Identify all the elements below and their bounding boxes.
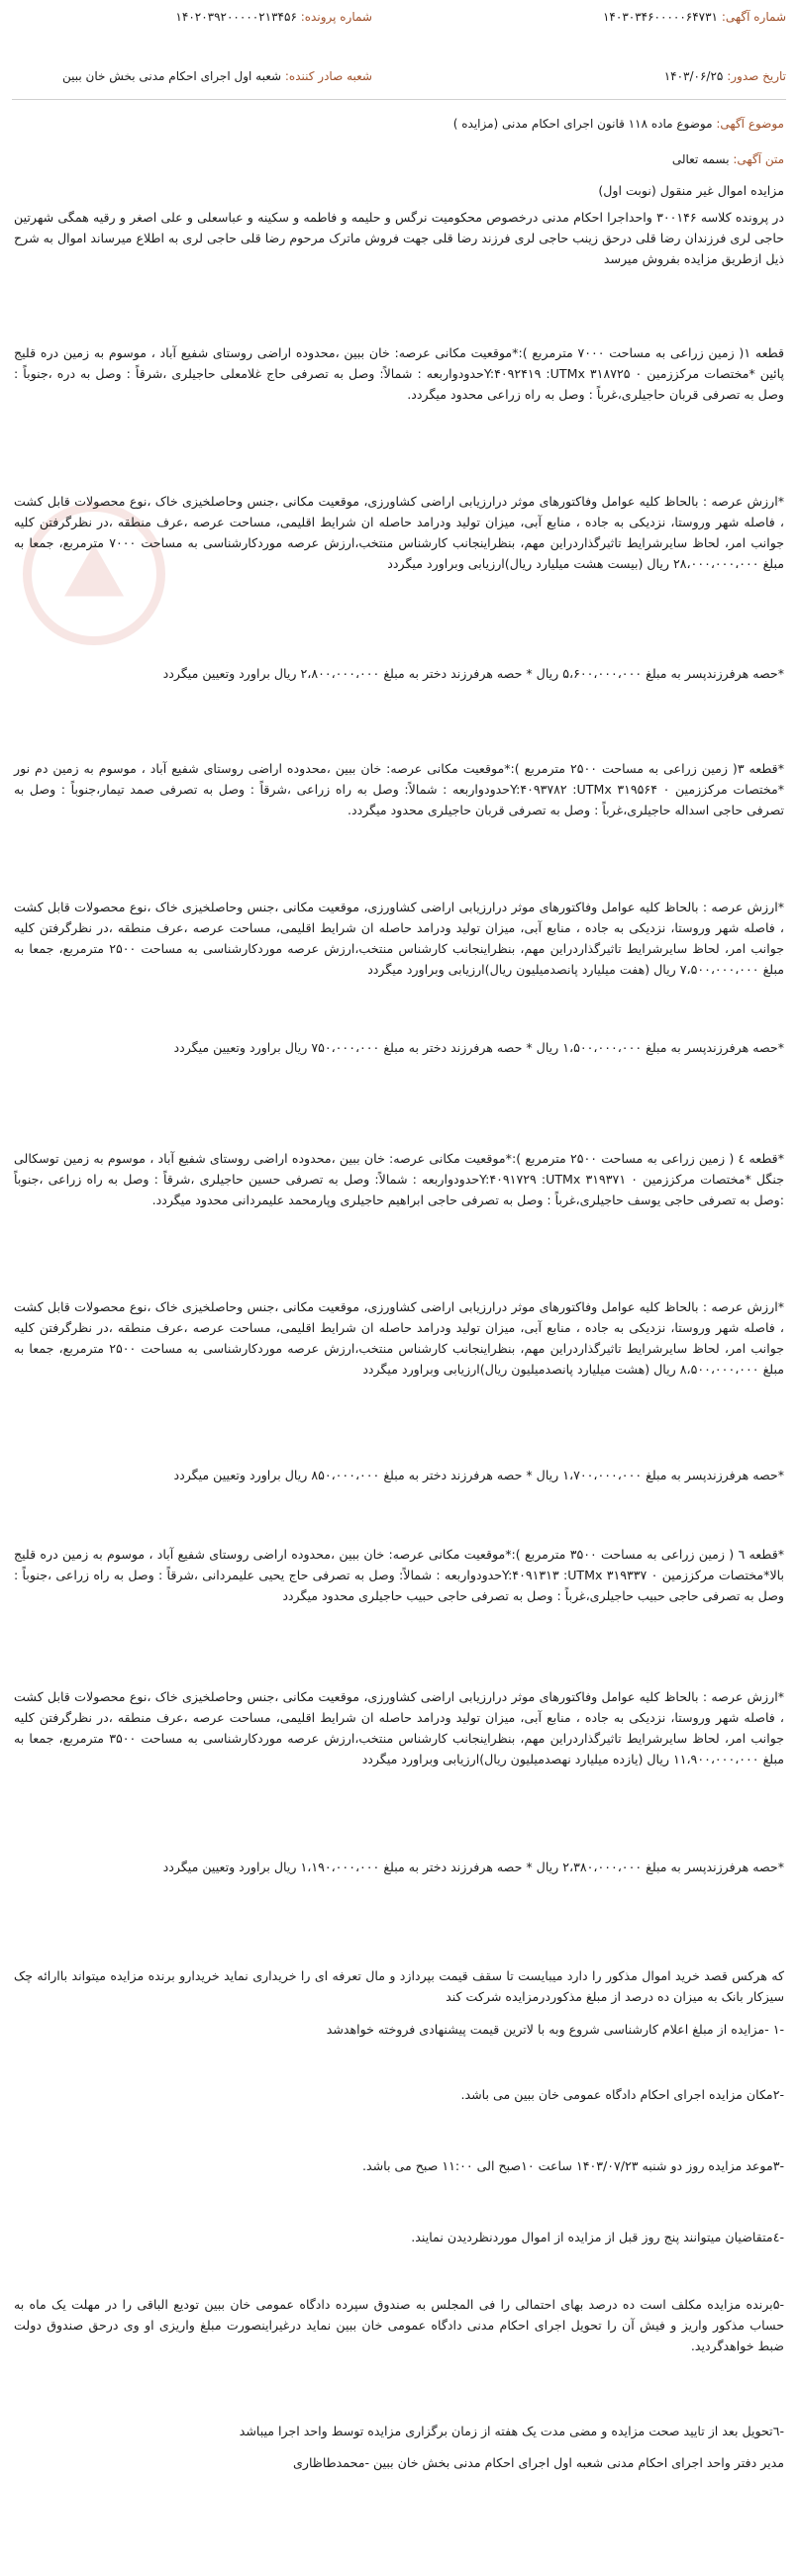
lot-6-description: *قطعه ٦ ( زمین زراعی به مساحت ۳۵۰۰ مترمربع ):*موقعیت مکانی عرصه: خان ببین ،محدوده اراضی روستای شفیع آباد ، موسوم به زمین دره قلیج بالا*مختصات مرکززمین ۰ Y:۴۰۹۱۳۱۳ :UTMx ۳۱۹۳۳۷حدودواربعه : شمالاً: وصل به تصرفی حاج یحیی علیمردانی ،شرقاً : وصل به راه زراعی ،جنوباً : وصل به تصرفی حاجی حبیب حاجیلری،غرباً : وصل به تصرفی حاجی حبیب حاجیلری محدود میگردد	[14, 1547, 785, 1603]
term-6: -٦تحویل بعد از تایید صحت مزایده و مضی مدت یک هفته از زمان برگزاری مزایده توسط واحد اجرا میباشد	[239, 2424, 784, 2438]
case-number: ۱۴۰۲۰۳۹۲۰۰۰۰۰۲۱۳۴۵۶	[175, 10, 297, 24]
notice-body	[14, 180, 784, 269]
lot-1-description: قطعه ۱( زمین زراعی به مساحت ۷۰۰۰ مترمربع ):*موقعیت مکانی عرصه: خان ببین ،محدوده اراضی روستای شفیع آباد ، موسوم به زمین دره قلیج پائین *مختصات مرکززمین ۰ Y:۴۰۹۲۴۱۹ :UTMx ۳۱۸۷۲۵حدودواربعه : شمالاً: وصل به تصرفی حاج غلامعلی حاجیلری ،شرقاً : وصل به دره ،جنوباً : وصل به تصرفی قربان حاجیلری،غرباً : وصل به راه زراعی محدود میگردد.	[14, 345, 784, 402]
issue-date-row	[664, 69, 786, 83]
lot-4-description: *قطعه ٤ ( زمین زراعی به مساحت ۲۵۰۰ مترمربع ):*موقعیت مکانی عرصه: خان ببین ،محدوده اراضی روستای شفیع آباد ، موسوم به زمین توسکالی جنگل *مختصات مرکززمین ۰ Y:۴۰۹۱۷۲۹ :UTMx ۳۱۹۳۷۱حدودواربعه : شمالاً: وصل به تصرفی حسین حاجیلری ،شرقاً : وصل به راه زراعی ،جنوباً :وصل به تصرفی حاجی یوسف حاجیلری،غرباً : وصل به تصرفی حاجی ابراهیم حاجیلری وپارمحمد علیمردانی محدود میگردد.	[14, 1151, 784, 1207]
lot-6-valuation: *ارزش عرصه : بالحاظ کلیه عوامل وفاکتورهای موثر درارزیابی اراضی کشاورزی، موقعیت مکانی ،جنس وحاصلخیزی خاک ،نوع محصولات قابل کشت ، فاصله شهر وروستا، نزدیکی به جاده ، منابع آبی، میزان تولید ودرامد حاصله ان شرایط اقلیمی، مساحت عرصه ،عرف منطقه ،در نظرگرفتن کلیه جوانب امر، لحاظ سایرشرایط تاثیرگذاردراین مهم، بنظراینجانب کارشناس منتخب،ارزش عرصه موردکارشناسی به مساحت ۳۵۰۰ مترمربع، جمعا به مبلغ ۱۱،۹۰۰،۰۰۰،۰۰۰ ریال (یازده میلیارد نهصدمیلیون ریال)ارزیابی وبراورد میگردد	[14, 1689, 784, 1766]
issuer-label: شعبه صادر کننده:	[284, 69, 372, 83]
lot-4-valuation: *ارزش عرصه : بالحاظ کلیه عوامل وفاکتورهای موثر درارزیابی اراضی کشاورزی، موقعیت مکانی ،جنس وحاصلخیزی خاک ،نوع محصولات قابل کشت ، فاصله شهر وروستا، نزدیکی به جاده ، منابع آبی، میزان تولید ودرامد حاصله ان شرایط اقلیمی، مساحت عرصه ،عرف منطقه ،در نظرگرفتن کلیه جوانب امر، لحاظ سایرشرایط تاثیرگذاردراین مهم، بنظراینجانب کارشناس منتخب،ارزش عرصه موردکارشناسی به مساحت ۲۵۰۰ مترمربع، جمعا به مبلغ ۸،۵۰۰،۰۰۰،۰۰۰ ریال (هشت میلیارد پانصدمیلیون ریال)ارزیابی وبراورد میگردد	[14, 1299, 784, 1377]
issue-date: ۱۴۰۳/۰۶/۲۵	[663, 69, 724, 83]
lot-3-description: *قطعه ۳( زمین زراعی به مساحت ۲۵۰۰ مترمربع ):*موقعیت مکانی عرصه: خان ببین ،محدوده اراضی روستای شفیع آباد ، موسوم به زمین دم نور *مختصات مرکززمین ۰ Y:۴۰۹۳۷۸۲ :UTMx ۳۱۹۵۶۴حدودواربعه : شمالاً: وصل به راه زراعی ،شرقاً : وصل به تصرفی صمد تیمار،جنوباً : وصل به تصرفی حاجی اسداله حاجیلری،غرباً : وصل به تصرفی قربان حاجیلری محدود میگردد.	[14, 761, 784, 817]
lot-1-valuation: *ارزش عرصه : بالحاظ کلیه عوامل وفاکتورهای موثر درارزیابی اراضی کشاورزی، موقعیت مکانی ،جنس وحاصلخیزی خاک ،نوع محصولات قابل کشت ، فاصله شهر وروستا، نزدیکی به جاده ، منابع آبی، میزان تولید ودرامد حاصله ان شرایط اقلیمی، مساحت عرصه ،عرف منطقه ،در نظرگرفتن کلیه جوانب امر، لحاظ سایرشرایط تاثیرگذاردراین مهم، بنظراینجانب کارشناس منتخب،ارزش عرصه موردکارشناسی به مساحت ۷۰۰۰ مترمربع، جمعا به مبلغ ۲۸،۰۰۰،۰۰۰،۰۰۰ ریال (بیست هشت میلیارد ریال)ارزیابی وبراورد میگردد	[14, 494, 784, 571]
term-5: -۵برنده مزایده مکلف است ده درصد بهای احتمالی را فی المجلس به صندوق سپرده دادگاه عمومی خان ببین تودیع الباقی را در مهلت یک ماه به حساب مذکور واریز و فیش آن را تحویل اجرای احکام مدنی دادگاه عمومی خان ببین نماید درغیراینصورت مبلغ واریزی او وی درحق صندوق دولت ضبط خواهدگردید.	[14, 2297, 784, 2353]
term-2: -۲مکان مزایده اجرای احکام دادگاه عمومی خان ببین می باشد.	[460, 2087, 784, 2102]
issue-date-label: تاریخ صدور:	[727, 69, 786, 83]
ad-number-row	[603, 10, 786, 24]
ad-number-label: شماره آگهی:	[721, 10, 786, 24]
text-label: متن آگهی:	[733, 152, 784, 166]
lot-1-shares: *حصه هرفرزندپسر به مبلغ ۵،۶۰۰،۰۰۰،۰۰۰ ریال * حصه هرفرزند دختر به مبلغ ۲،۸۰۰،۰۰۰،۰۰۰ ریال براورد وتعیین میگردد	[162, 666, 784, 681]
term-4: -٤متقاضیان میتوانند پنج روز قبل از مزایده از اموال موردنظردیدن نمایند.	[411, 2230, 784, 2244]
lot-3-shares: *حصه هرفرزندپسر به مبلغ ۱،۵۰۰،۰۰۰،۰۰۰ ریال * حصه هرفرزند دختر به مبلغ ۷۵۰،۰۰۰،۰۰۰ ریال براورد وتعیین میگردد	[173, 1040, 784, 1055]
header-divider	[12, 99, 786, 100]
notice-header	[0, 0, 798, 99]
ad-number: ۱۴۰۳۰۳۴۶۰۰۰۰۰۶۴۷۳۱	[602, 10, 718, 24]
intro-paragraph: در پرونده کلاسه ۳۰۰۱۴۶ واحداجرا احکام مدنی درخصوص محکومیت نرگس و حلیمه و فاطمه و سکینه و عباسعلی و علی اصغر و رقیه همگی شهرتین حاجی لری فرزندان رضا قلی درحق زینب حاجی لری فرزند رضا قلی جهت فروش ماترک مرحوم رضا قلی حاجی لری به اطلاع میرساند اموال به شرح ذیل ازطریق مزایده بفروش میرسد	[14, 210, 784, 266]
subject-label: موضوع آگهی:	[716, 117, 784, 131]
text-start: بسمه تعالی	[671, 152, 730, 166]
issuer-row	[62, 69, 372, 83]
term-3: -۳موعد مزایده روز دو شنبه ۱۴۰۳/۰۷/۲۳ ساعت ۱۰صبح الی ۱۱:۰۰ صبح می باشد.	[361, 2158, 784, 2173]
issuer-name: شعبه اول اجرای احکام مدنی بخش خان ببین	[61, 69, 282, 83]
lot-6-shares: *حصه هرفرزندپسر به مبلغ ۲،۳۸۰،۰۰۰،۰۰۰ ریال * حصه هرفرزند دختر به مبلغ ۱،۱۹۰،۰۰۰،۰۰۰ ریال براورد وتعیین میگردد	[162, 1860, 784, 1874]
term-1: -۱ -مزایده از مبلغ اعلام کارشناسی شروع وبه با لاترین قیمت پیشنهادی فروخته خواهدشد	[326, 2022, 784, 2037]
lot-4-shares: *حصه هرفرزندپسر به مبلغ ۱،۷۰۰،۰۰۰،۰۰۰ ریال * حصه هرفرزند دختر به مبلغ ۸۵۰،۰۰۰،۰۰۰ ریال براورد وتعیین میگردد	[173, 1468, 784, 1482]
terms-intro: که هرکس قصد خرید اموال مذکور را دارد میبایست تا سقف قیمت بپردازد و مال تعرفه ای را خریداری نماید خریدارو برنده مزایده میتواند باارائه چک سیزکار بانک به میزان ده درصد از مبلغ مذکوردرمزایده شرکت کند	[14, 1968, 784, 2004]
signature: مدیر دفتر واحد اجرای احکام مدنی شعبه اول اجرای احکام مدنی بخش خان ببین -محمدطاظاری	[293, 2455, 784, 2470]
text-row	[14, 150, 784, 168]
case-number-label: شماره پرونده:	[300, 10, 372, 24]
subject-row	[14, 115, 784, 133]
notice-title: مزایده اموال غیر منقول (نوبت اول)	[598, 183, 784, 198]
case-number-row	[175, 10, 372, 24]
lot-3-valuation: *ارزش عرصه : بالحاظ کلیه عوامل وفاکتورهای موثر درارزیابی اراضی کشاورزی، موقعیت مکانی ،جنس وحاصلخیزی خاک ،نوع محصولات قابل کشت ، فاصله شهر وروستا، نزدیکی به جاده ، منابع آبی، میزان تولید ودرامد حاصله ان شرایط اقلیمی، مساحت عرصه ،عرف منطقه ،در نظرگرفتن کلیه جوانب امر، لحاظ سایرشرایط تاثیرگذاردراین مهم، بنظراینجانب کارشناس منتخب،ارزش عرصه موردکارشناسی به مساحت ۲۵۰۰ مترمربع، جمعا به مبلغ ۷،۵۰۰،۰۰۰،۰۰۰ ریال (هفت میلیارد پانصدمیلیون ریال)ارزیابی وبراورد میگردد	[14, 900, 784, 977]
subject-text: موضوع ماده ۱۱۸ قانون اجرای احکام مدنی (مزایده )	[452, 117, 713, 131]
